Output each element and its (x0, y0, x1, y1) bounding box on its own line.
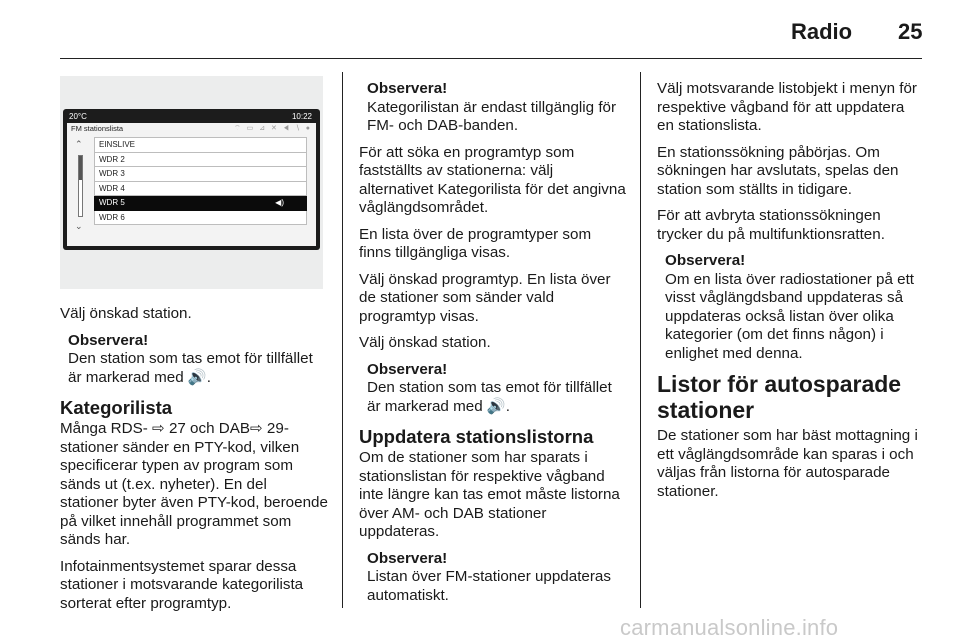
note-label: Observera! (367, 549, 448, 567)
scrollbar-thumb[interactable] (79, 156, 82, 180)
paragraph: För att avbryta stationssökningen trycker du på multifunktionsratten. (657, 207, 885, 243)
paragraph: Många RDS- ⇨ 27 och DAB⇨ 29-stationer sänder en PTY-kod, vilken specificerar typen av program som sänds ut (t.ex. nyheter). En del stationer byter även PTY-kod, beroende på vilket innehåll programmet som sänds har. (60, 420, 328, 548)
speaker-icon: ◀) (275, 198, 284, 207)
paragraph: Välj önskad station. (60, 305, 192, 322)
note (60, 332, 328, 388)
column-divider-1 (342, 72, 343, 608)
display-frame (63, 109, 320, 250)
scroll-up-icon[interactable]: ⌃ (75, 139, 83, 149)
header-rule (60, 58, 922, 59)
list-item[interactable]: EINSLIVE (94, 137, 307, 153)
note-label: Observera! (665, 252, 746, 269)
column-1 (60, 305, 328, 621)
list-item[interactable]: WDR 3 (94, 167, 307, 182)
column-2 (359, 80, 627, 613)
note-text: Den station som tas emot för tillfället är markerad med 🔊. (367, 379, 612, 415)
note-text: Kategorilistan är endast tillgänglig för FM- och DAB-banden. (367, 98, 617, 134)
column-3 (657, 80, 922, 509)
note (359, 80, 627, 136)
section-heading: Kategorilista (60, 397, 173, 418)
paragraph: Välj önskad programtyp. En lista över de stationer som sänder vald programtyp visas. (359, 270, 611, 325)
note-text: Listan över FM-stationer uppdateras automatiskt. (367, 568, 611, 604)
station-list (94, 137, 307, 225)
list-item[interactable]: WDR 4 (94, 182, 307, 197)
note-label: Observera! (367, 80, 448, 97)
scroll-down-icon[interactable]: ⌄ (75, 221, 83, 231)
paragraph: Infotainmentsystemet sparar dessa stationer i motsvarande kategorilista sorterat efter programtyp. (60, 557, 304, 612)
paragraph: De stationer som har bäst mottagning i ett våglängdsområde kan sparas i och väljas från listorna för autosparade stationer. (657, 427, 918, 500)
screen-title: FM stationslista (71, 124, 124, 133)
status-icons: ⌔ ▭ ⊿ ✕ ◀ ∖ ● (234, 125, 312, 132)
list-item[interactable]: WDR 2 (94, 153, 307, 168)
section-heading: Uppdatera stationslistorna (359, 426, 594, 447)
page-header-title: Radio (791, 19, 853, 44)
paragraph: Välj önskad station. (359, 334, 491, 351)
section-heading-large: Listor för autosparade stationer (657, 371, 902, 423)
note (359, 550, 627, 606)
status-bar (67, 111, 316, 122)
paragraph: Om de stationer som har sparats i stationslistan för respektive vågband inte längre kan tas emot måste listorna över AM- och DAB stationer uppdateras. (359, 449, 620, 540)
temperature: 20°C (69, 112, 87, 121)
note (657, 252, 922, 363)
note-label: Observera! (68, 331, 149, 349)
list-item-selected[interactable] (94, 196, 307, 211)
paragraph: För att söka en programtyp som fastställts av stationerna: välj alternativet Kategorilista för det angivna våglängdsområdet. (359, 143, 626, 216)
paragraph: En lista över de programtyper som finns tillgängliga visas. (359, 225, 592, 261)
paragraph: En stationssökning påbörjas. Om sökningen har avslutats, spelas den station som ställts in tidigare. (657, 143, 899, 198)
note (359, 361, 627, 417)
list-item[interactable]: WDR 6 (94, 211, 307, 226)
note-text: Den station som tas emot för tillfället är markerad med 🔊. (68, 350, 313, 386)
paragraph: Välj motsvarande listobjekt i menyn för respektive vågband för att uppdatera en stationslista. (657, 80, 917, 134)
watermark: carmanualsonline.info (620, 615, 839, 640)
infotainment-screenshot (60, 76, 323, 289)
scrollbar[interactable] (78, 155, 83, 217)
page-number: 25 (898, 19, 923, 44)
column-divider-2 (640, 72, 641, 608)
note-text: Om en lista över radiostationer på ett visst våglängdsband uppdateras så uppdateras också listan över olika kategorier (om det finns någon) i enlighet med denna. (665, 270, 915, 362)
note-label: Observera! (367, 360, 448, 378)
clock: 10:22 (291, 112, 312, 121)
display-content (67, 123, 316, 246)
selected-station-label: WDR 5 (99, 198, 125, 207)
